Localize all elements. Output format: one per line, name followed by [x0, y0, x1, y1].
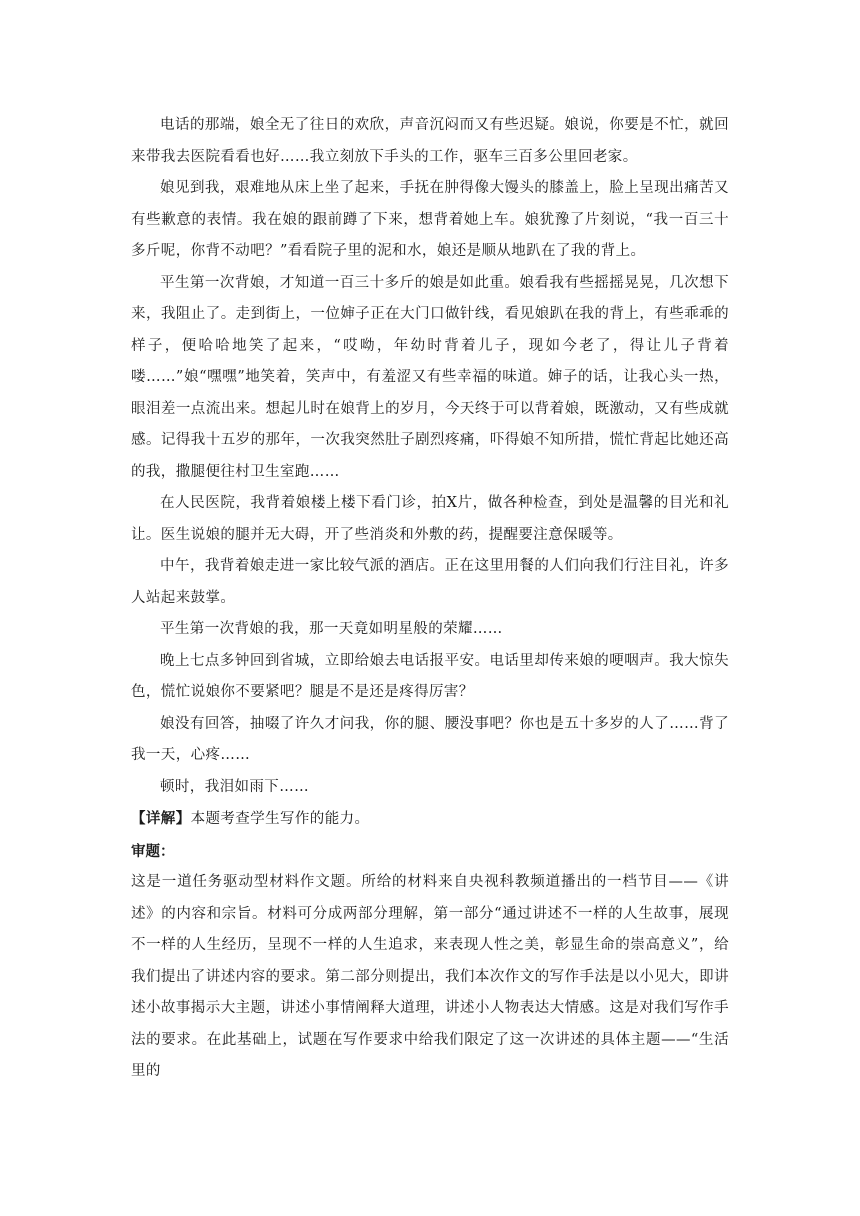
story-paragraph-4: 在人民医院，我背着娘楼上楼下看门诊，拍X片，做各种检查，到处是温馨的目光和礼让。医生说娘的腿并无大碍，开了些消炎和外敷的药，提醒要注意保暖等。: [131, 495, 729, 543]
story-paragraph-1: 电话的那端，娘全无了往日的欢欣，声音沉闷而又有些迟疑。娘说，你要是不忙，就回来带我去医院看看也好……我立刻放下手头的工作，驱车三百多公里回老家。: [131, 117, 729, 165]
document-page: [131, 110, 729, 1088]
story-paragraph-3: 平生第一次背娘，才知道一百三十多斤的娘是如此重。娘看我有些摇摇晃晃，几次想下来，我阻止了。走到街上，一位婶子正在大门口做针线，看见娘趴在我的背上，有些乖乖的样子，便哈哈地笑了起来，“哎呦，年幼时背着儿子，现如今老了，得让儿子背着喽……”娘“嘿嘿”地笑着，笑声中，有羞涩又有些幸福的味道。婶子的话，让我心头一热，眼泪差一点流出来。想起儿时在娘背上的岁月，今天终于可以背着娘，既激动，又有些成就感。记得我十五岁的那年，一次我突然肚子剧烈疼痛，吓得娘不知所措，慌忙背起比她还高的我，撒腿便往村卫生室跑……: [131, 274, 729, 480]
story-paragraph-2: 娘见到我，艰难地从床上坐了起来，手抚在肿得像大馒头的膝盖上，脸上呈现出痛苦又有些歉意的表情。我在娘的跟前蹲了下来，想背着她上车。娘犹豫了片刻说，“我一百三十多斤呢，你背不动吧？”看看院子里的泥和水，娘还是顺从地趴在了我的背上。: [131, 180, 729, 259]
detail-label: 【详解】: [131, 810, 191, 827]
detail-text: 本题考查学生写作的能力。: [190, 811, 370, 827]
story-paragraph-9: 顿时，我泪如雨下……: [160, 778, 309, 795]
detail-line: [131, 803, 729, 836]
story-paragraph-5: 中午，我背着娘走进一家比较气派的酒店。正在这里用餐的人们向我们行注目礼，许多人站起来鼓掌。: [131, 558, 729, 606]
story-paragraph-8: 娘没有回答，抽啜了许久才问我，你的腿、腰没事吧？你也是五十多岁的人了……背了我一天，心疼……: [131, 715, 729, 763]
story-paragraph-7: 晚上七点多钟回到省城，立即给娘去电话报平安。电话里却传来娘的哽咽声。我大惊失色，慌忙说娘你不要紧吧？腿是不是还是疼得厉害？: [131, 652, 729, 700]
review-heading: 审题：: [131, 842, 175, 860]
analysis-paragraph: 这是一道任务驱动型材料作文题。所给的材料来自央视科教频道播出的一档节目——《讲述》的内容和宗旨。材料可分成两部分理解，第一部分“通过讲述不一样的人生故事，展现不一样的人生经历，呈现不一样的人生追求，来表现人性之美，彰显生命的崇高意义”，给我们提出了讲述内容的要求。第二部分则提出，我们本次作文的写作手法是以小见大，即讲述小故事揭示大主题，讲述小事情阐释大道理，讲述小人物表达大情感。这是对我们写作手法的要求。在此基础上，试题在写作要求中给我们限定了这一次讲述的具体主题——“生活里的: [131, 874, 729, 1079]
story-paragraph-6: 平生第一次背娘的我，那一天竟如明星般的荣耀……: [160, 621, 503, 637]
